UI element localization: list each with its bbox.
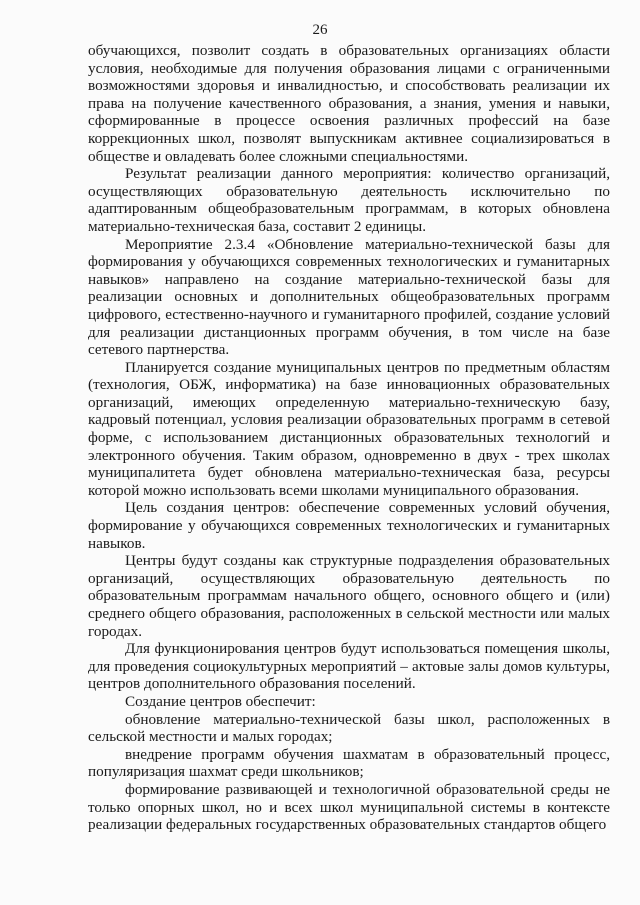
list-item: обновление материально-технической базы школ, расположенных в сельской местности и малых городах; [88,710,610,746]
paragraph: Создание центров обеспечит: [125,692,316,710]
paragraph: Результат реализации данного мероприятия: количество организаций, осуществляющих образовательную деятельность исключительно по адаптированным общеобразовательным программам, в которых обновлена материально-техническая база, составит 2 единицы. [88,165,610,235]
page-number: 26 [312,22,328,38]
list-item: внедрение программ обучения шахматам в образовательный процесс, популяризация шахмат среди школьников; [88,745,610,781]
document-body [88,42,610,834]
list-item: формирование развивающей и технологичной образовательной среды не только опорных школ, но и всех школ муниципальной системы в контексте реализации федеральных государственных образовательных стандартов общего [88,780,610,834]
paragraph: Мероприятие 2.3.4 «Обновление материально-технической базы для формирования у обучающихся современных технологических и гуманитарных навыков» направлено на создание материально-технической базы для реализации основных и дополнительных общеобразовательных программ цифрового, естественно-научного и гуманитарного профилей, создание условий для реализации дистанционных программ обучения, в том числе на базе сетевого партнерства. [88,235,610,359]
paragraph: обучающихся, позволит создать в образовательных организациях области условия, необходимые для получения образования лицами с ограниченными возможностями здоровья и инвалидностью, и способствовать реализации их права на получение качественного образования, а знания, умения и навыки, сформированные в процессе освоения различных профессий на базе коррекционных школ, позволят выпускникам активнее социализироваться в обществе и овладевать более сложными специальностями. [88,42,610,165]
paragraph: Цель создания центров: обеспечение современных условий обучения, формирование у обучающихся современных технологических и гуманитарных навыков. [88,499,610,552]
paragraph: Планируется создание муниципальных центров по предметным областям (технология, ОБЖ, информатика) на базе инновационных образовательных организаций, имеющих определенную материально-техническую базу, кадровый потенциал, условия реализации образовательных программ в сетевой форме, с использованием дистанционных образовательных технологий и электронного обучения. Таким образом, одновременно в двух - трех школах муниципалитета будет обновлена материально-техническая база, ресурсы которой можно использовать всеми школами муниципального образования. [88,358,610,499]
paragraph: Для функционирования центров будут использоваться помещения школы, для проведения социокультурных мероприятий – актовые залы домов культуры, центров дополнительного образования поселений. [88,640,610,693]
paragraph: Центры будут созданы как структурные подразделения образовательных организаций, осуществляющих образовательную деятельность по образовательным программам начального общего, основного общего и (или) среднего общего образования, расположенных в сельской местности или малых городах. [88,552,610,640]
